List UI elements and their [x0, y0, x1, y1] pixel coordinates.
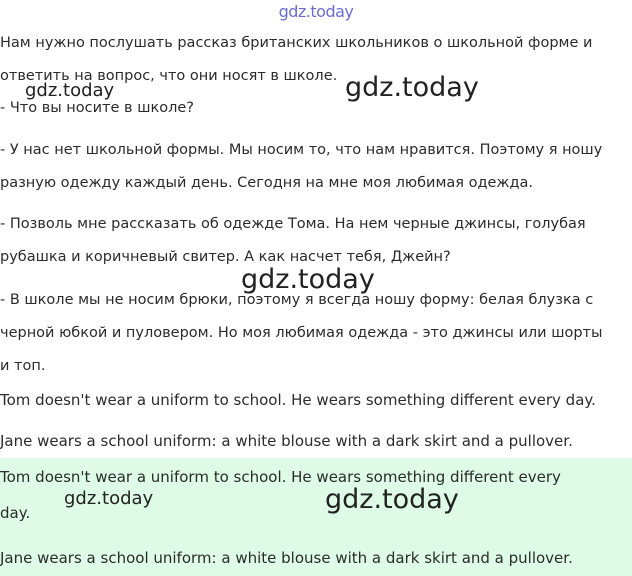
intro-line-1: Нам нужно послушать рассказ британских школьников о школьной форме и — [0, 35, 593, 51]
header-watermark: gdz.today — [278, 2, 354, 21]
watermark-text: gdz.today — [241, 264, 375, 295]
answer-tom-line-2: day. — [0, 504, 31, 522]
watermark-text: gdz.today — [25, 80, 115, 101]
answer-1-line-2: разную одежду каждый день. Сегодня на мне моя любимая одежда. — [0, 175, 534, 191]
answer-3-line-1: - В школе мы не носим брюки, поэтому я всегда ношу форму: белая блузка с — [0, 292, 594, 308]
question-line: - Что вы носите в школе? — [0, 100, 194, 116]
watermark-text: gdz.today — [64, 488, 154, 509]
answer-3-line-3: и топ. — [0, 358, 46, 374]
answer-highlight-box — [0, 458, 632, 576]
answer-1-line-1: - У нас нет школьной формы. Мы носим то, что нам нравится. Поэтому я ношу — [0, 142, 603, 158]
english-tom-line: Tom doesn't wear a uniform to school. He wears something different every day. — [0, 391, 596, 409]
intro-line-2: ответить на вопрос, что они носят в школе. — [0, 68, 338, 84]
english-jane-line: Jane wears a school uniform: a white blouse with a dark skirt and a pullover. — [0, 432, 573, 450]
watermark-text: gdz.today — [325, 484, 459, 515]
answer-jane-line: Jane wears a school uniform: a white blouse with a dark skirt and a pullover. — [0, 549, 573, 567]
answer-3-line-2: черной юбкой и пуловером. Но моя любимая одежда - это джинсы или шорты — [0, 325, 603, 341]
answer-2-line-2: рубашка и коричневый свитер. А как насчет тебя, Джейн? — [0, 249, 451, 265]
answer-tom-line-1: Tom doesn't wear a uniform to school. He wears something different every — [0, 468, 561, 486]
answer-2-line-1: - Позволь мне рассказать об одежде Тома. На нем черные джинсы, голубая — [0, 216, 586, 232]
watermark-text: gdz.today — [345, 72, 479, 103]
